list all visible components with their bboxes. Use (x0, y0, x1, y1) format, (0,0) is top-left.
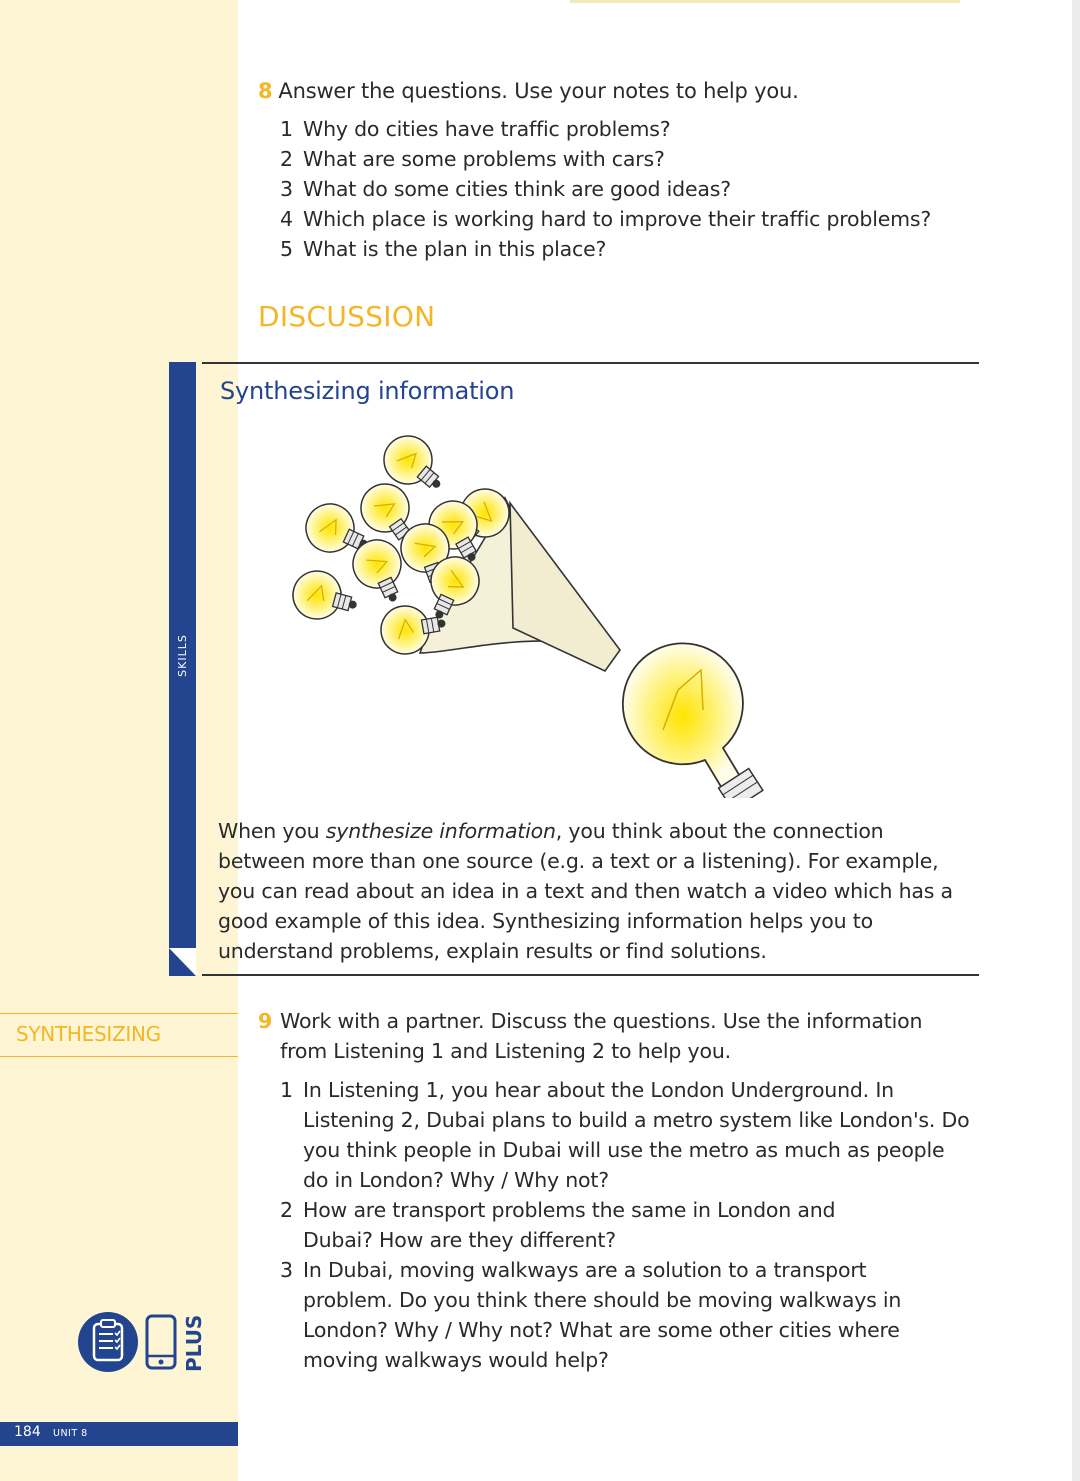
mobile-phone-icon (147, 1316, 175, 1368)
exercise-8-question-list (280, 114, 960, 264)
list-item (280, 234, 960, 264)
body-text-italic: synthesize information (325, 819, 556, 843)
box-top-rule (202, 362, 979, 364)
exercise-8-instruction (258, 76, 799, 106)
unit-label: UNIT 8 (53, 1428, 88, 1439)
list-item (280, 144, 960, 174)
exercise-9-number: 9 (258, 1009, 273, 1033)
list-item (280, 1255, 970, 1375)
question-number: 4 (280, 207, 293, 231)
question-number: 2 (280, 1198, 293, 1222)
skills-label-text: SKILLS (176, 633, 189, 677)
question-text: In Dubai, moving walkways are a solution to a transport problem. Do you think there should be moving walkways in London? Why / Why not? What are some other cities where moving walkways would help? (303, 1258, 902, 1372)
margin-label-text: SYNTHESIZING (16, 1022, 161, 1046)
question-number: 3 (280, 177, 293, 201)
exercise-8-text: Answer the questions. Use your notes to help you. (278, 79, 799, 103)
exercise-9-question-list (280, 1075, 970, 1375)
skills-box-title: Synthesizing information (220, 377, 515, 405)
page-footer (0, 1422, 238, 1446)
question-number: 1 (280, 117, 293, 141)
plus-label: PLUS (182, 1314, 206, 1372)
question-text: What is the plan in this place? (303, 237, 607, 261)
question-text: Why do cities have traffic problems? (303, 117, 671, 141)
list-item (280, 114, 960, 144)
page-number: 184 (14, 1424, 41, 1440)
skills-side-label (169, 620, 196, 690)
list-item (280, 174, 960, 204)
body-text-start: When you (218, 819, 326, 843)
question-number: 5 (280, 237, 293, 261)
box-bottom-rule (202, 974, 979, 976)
left-margin-column (0, 0, 238, 1481)
exercise-9-text: Work with a partner. Discuss the questions. Use the information from Listening 1 and Listening 2 to help you. (280, 1009, 923, 1063)
skills-box-body (218, 816, 970, 966)
list-item (280, 1195, 970, 1255)
question-text: What are some problems with cars? (303, 147, 665, 171)
section-heading: DISCUSSION (258, 300, 436, 333)
page-edge (1072, 0, 1080, 1481)
lightbulbs-funnel-illustration (285, 428, 815, 798)
question-text: How are transport problems the same in London and Dubai? How are they different? (303, 1198, 836, 1252)
question-text: What do some cities think are good ideas? (303, 177, 731, 201)
clipboard-icon (78, 1312, 138, 1372)
question-number: 1 (280, 1078, 293, 1102)
exercise-8-number: 8 (258, 79, 273, 103)
list-item (280, 204, 960, 234)
margin-label (0, 1013, 238, 1057)
body-text-rest: , you think about the connection between more than one source (e.g. a text or a listening). For example, you can read about an idea in a text and then watch a video which has a good example of this idea. Synthesizing information helps you to understand problems, explain results or find solutions. (218, 819, 953, 963)
list-item (280, 1075, 970, 1195)
plus-badge (78, 1310, 208, 1374)
question-text: Which place is working hard to improve their traffic problems? (303, 207, 932, 231)
lightbulb-icon (288, 566, 363, 629)
large-lightbulb-icon (623, 643, 770, 798)
funnel-spout (510, 503, 620, 671)
top-rule (570, 0, 960, 3)
question-text: In Listening 1, you hear about the London Underground. In Listening 2, Dubai plans to build a metro system like London's. Do you think people in Dubai will use the metro as much as people do in London? Why / Why not? (303, 1078, 970, 1192)
question-number: 3 (280, 1258, 293, 1282)
exercise-9-instruction (258, 1006, 948, 1066)
question-number: 2 (280, 147, 293, 171)
skills-bar-tail (169, 948, 196, 976)
